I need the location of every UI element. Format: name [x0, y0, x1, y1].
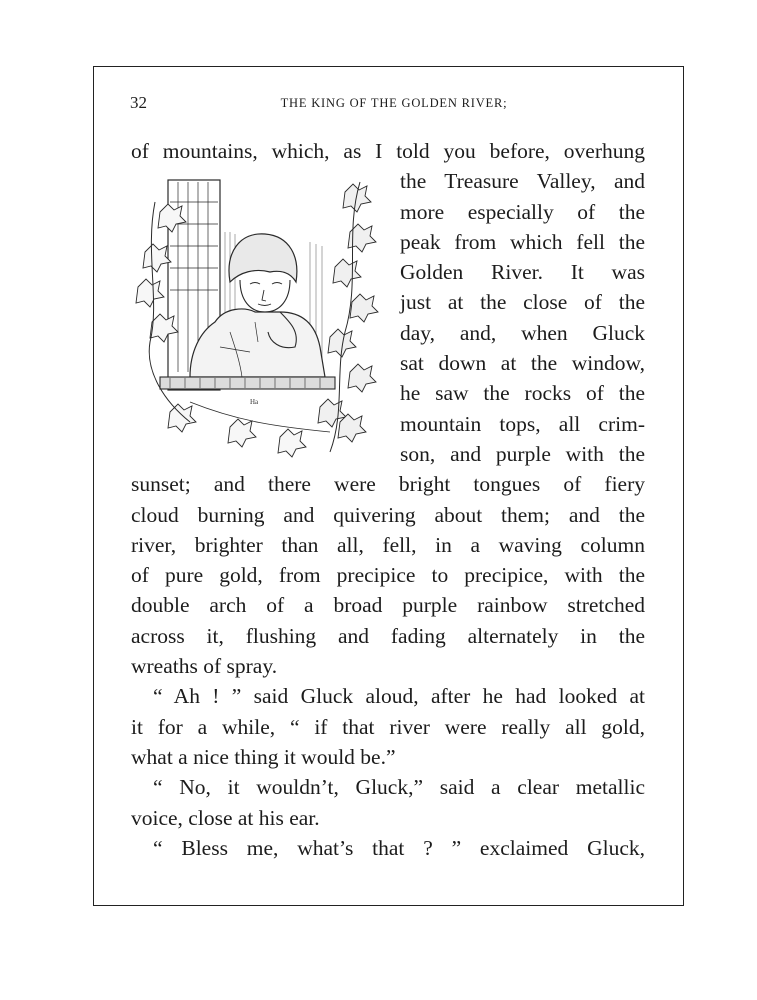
- running-title: THE KING OF THE GOLDEN RIVER;: [280, 96, 508, 110]
- body-text: [131, 136, 645, 863]
- text-line: the Treasure Valley, and: [400, 169, 645, 194]
- text-line: “ No, it wouldn’t, Gluck,” said a clear metallic: [153, 775, 645, 800]
- page-number: 32: [130, 93, 147, 112]
- text-line: day, and, when Gluck: [400, 320, 645, 345]
- text-line: “ Bless me, what’s that ? ” exclaimed Gluck,: [153, 835, 645, 860]
- text-line: it for a while, “ if that river were really all gold,: [131, 714, 645, 739]
- text-line: of pure gold, from precipice to precipice, with the: [131, 563, 645, 588]
- text-line: sat down at the window,: [400, 351, 645, 376]
- text-line: mountain tops, all crim-: [400, 411, 645, 436]
- illustration-signature: Ha: [250, 398, 259, 406]
- text-line: river, brighter than all, fell, in a waving column: [131, 532, 645, 557]
- text-line: double arch of a broad purple rainbow stretched: [131, 593, 645, 618]
- page-header: [130, 93, 644, 117]
- text-line: son, and purple with the: [400, 441, 645, 466]
- text-line: just at the close of the: [400, 290, 645, 315]
- text-line: more especially of the: [400, 199, 645, 224]
- text-line: sunset; and there were bright tongues of fiery: [131, 472, 645, 497]
- text-line: across it, flushing and fading alternately in the: [131, 623, 645, 648]
- text-line: he saw the rocks of the: [400, 381, 645, 406]
- text-line: “ Ah ! ” said Gluck aloud, after he had looked at: [153, 684, 645, 709]
- text-line: cloud burning and quivering about them; and the: [131, 502, 645, 527]
- text-line: Golden River. It was: [400, 260, 645, 285]
- text-line: wreaths of spray.: [131, 654, 278, 679]
- text-line: peak from which fell the: [400, 229, 645, 254]
- text-line: what a nice thing it would be.”: [131, 744, 396, 769]
- text-line: voice, close at his ear.: [131, 805, 320, 830]
- text-line: of mountains, which, as I told you before, overhung: [131, 139, 645, 163]
